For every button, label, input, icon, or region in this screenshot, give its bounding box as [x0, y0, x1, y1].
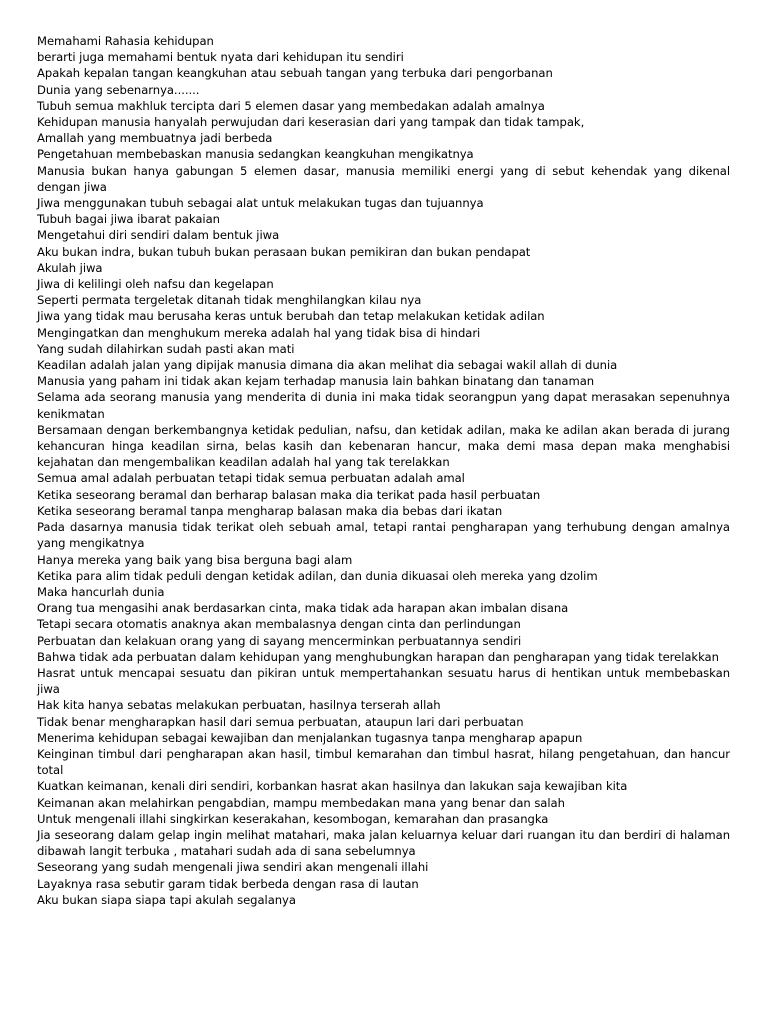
- text-line-8: Pengetahuan membebaskan manusia sedangkan keangkuhan mengikatnya: [37, 147, 474, 162]
- text-line-19: Yang sudah dilahirkan sudah pasti akan mati: [37, 341, 295, 356]
- text-line-39: Keinginan timbul dari pengharapan akan hasil, timbul kemarahan dan timbul hasrat, hilang pengetahuan, dan hancur total: [37, 746, 730, 778]
- text-line-23: Bersamaan dengan berkembangnya ketidak pedulian, nafsu, dan ketidak adilan, maka ke adilan akan berada di jurang kehancuran hinga keadilan sirna, belas kasih dan kebenaran hancur, maka demi masa depan maka menghabisi kejahatan dan mengembalikan keadilan adalah hal yang tak terelakkan: [37, 422, 730, 470]
- text-line-24: Semua amal adalah perbuatan tetapi tidak semua perbuatan adalah amal: [37, 471, 465, 486]
- text-line-9: Manusia bukan hanya gabungan 5 elemen dasar, manusia memiliki energi yang di sebut kehendak yang dikenal dengan jiwa: [37, 163, 730, 194]
- text-line-40: Kuatkan keimanan, kenali diri sendiri, korbankan hasrat akan hasilnya dan lakukan saja kewajiban kita: [37, 779, 628, 794]
- text-line-20: Keadilan adalah jalan yang dipijak manusia dimana dia akan melihat dia sebagai wakil allah di dunia: [37, 358, 618, 373]
- text-line-11: Tubuh bagai jiwa ibarat pakaian: [37, 212, 220, 227]
- text-line-4: Dunia yang sebenarnya.......: [37, 82, 200, 97]
- text-line-3: Apakah kepalan tangan keangkuhan atau sebuah tangan yang terbuka dari pengorbanan: [37, 66, 553, 81]
- text-line-12: Mengetahui diri sendiri dalam bentuk jiwa: [37, 228, 280, 243]
- text-line-33: Perbuatan dan kelakuan orang yang di sayang mencerminkan perbuatannya sendiri: [37, 633, 522, 648]
- text-line-28: Hanya mereka yang baik yang bisa berguna bagi alam: [37, 552, 353, 567]
- text-line-41: Keimanan akan melahirkan pengabdian, mampu membedakan mana yang benar dan salah: [37, 795, 565, 810]
- text-line-14: Akulah jiwa: [37, 260, 103, 275]
- text-line-46: Aku bukan siapa siapa tapi akulah segalanya: [37, 892, 296, 907]
- text-line-10: Jiwa menggunakan tubuh sebagai alat untuk melakukan tugas dan tujuannya: [37, 196, 484, 211]
- text-line-2: berarti juga memahami bentuk nyata dari kehidupan itu sendiri: [37, 50, 404, 65]
- text-line-36: Hak kita hanya sebatas melakukan perbuatan, hasilnya terserah allah: [37, 698, 441, 713]
- text-line-18: Mengingatkan dan menghukum mereka adalah hal yang tidak bisa di hindari: [37, 325, 481, 340]
- text-line-17: Jiwa yang tidak mau berusaha keras untuk berubah dan tetap melakukan ketidak adilan: [37, 309, 545, 324]
- text-line-22: Selama ada seorang manusia yang menderita di dunia ini maka tidak seorangpun yang dapat merasakan sepenuhnya kenikmatan: [37, 390, 730, 421]
- text-line-15: Jiwa di kelilingi oleh nafsu dan kegelapan: [37, 277, 274, 292]
- text-line-26: Ketika seseorang beramal tanpa mengharap balasan maka dia bebas dari ikatan: [37, 503, 503, 518]
- document-page: [37, 33, 730, 908]
- text-line-31: Orang tua mengasihi anak berdasarkan cinta, maka tidak ada harapan akan imbalan disana: [37, 601, 569, 616]
- text-line-25: Ketika seseorang beramal dan berharap balasan maka dia terikat pada hasil perbuatan: [37, 487, 541, 502]
- text-line-35: Hasrat untuk mencapai sesuatu dan pikiran untuk mempertahankan sesuatu harus di hentikan untuk membebaskan jiwa: [37, 665, 730, 697]
- text-line-21: Manusia yang paham ini tidak akan kejam terhadap manusia lain bahkan binatang dan tanaman: [37, 374, 595, 389]
- text-line-44: Seseorang yang sudah mengenali jiwa sendiri akan mengenali illahi: [37, 860, 429, 875]
- text-line-27: Pada dasarnya manusia tidak terikat oleh sebuah amal, tetapi rantai pengharapan yang terhubung dengan amalnya yang mengikatnya: [37, 520, 730, 551]
- text-line-13: Aku bukan indra, bukan tubuh bukan perasaan bukan pemikiran dan bukan pendapat: [37, 244, 531, 259]
- text-line-7: Amallah yang membuatnya jadi berbeda: [37, 131, 273, 146]
- text-line-29: Ketika para alim tidak peduli dengan ketidak adilan, dan dunia dikuasai oleh mereka yang dzolim: [37, 568, 598, 583]
- text-line-38: Menerima kehidupan sebagai kewajiban dan menjalankan tugasnya tanpa mengharap apapun: [37, 730, 583, 745]
- text-line-43: Jia seseorang dalam gelap ingin melihat matahari, maka jalan keluarnya keluar dari ruangan itu dan berdiri di halaman dibawah langit terbuka , matahari sudah ada di sana sebelumnya: [37, 827, 730, 859]
- text-line-6: Kehidupan manusia hanyalah perwujudan dari keserasian dari yang tampak dan tidak tampak,: [37, 115, 585, 130]
- text-line-42: Untuk mengenali illahi singkirkan keserakahan, kesombogan, kemarahan dan prasangka: [37, 811, 549, 826]
- text-line-45: Layaknya rasa sebutir garam tidak berbeda dengan rasa di lautan: [37, 876, 419, 891]
- text-line-37: Tidak benar mengharapkan hasil dari semua perbuatan, ataupun lari dari perbuatan: [37, 714, 524, 729]
- text-line-30: Maka hancurlah dunia: [37, 584, 165, 599]
- text-line-16: Seperti permata tergeletak ditanah tidak menghilangkan kilau nya: [37, 293, 422, 308]
- text-line-1: Memahami Rahasia kehidupan: [37, 34, 214, 48]
- text-line-5: Tubuh semua makhluk tercipta dari 5 elemen dasar yang membedakan adalah amalnya: [37, 98, 545, 113]
- text-line-32: Tetapi secara otomatis anaknya akan membalasnya dengan cinta dan perlindungan: [37, 617, 521, 632]
- text-line-34: Bahwa tidak ada perbuatan dalam kehidupan yang menghubungkan harapan dan pengharapan yang tidak terelakkan: [37, 649, 719, 664]
